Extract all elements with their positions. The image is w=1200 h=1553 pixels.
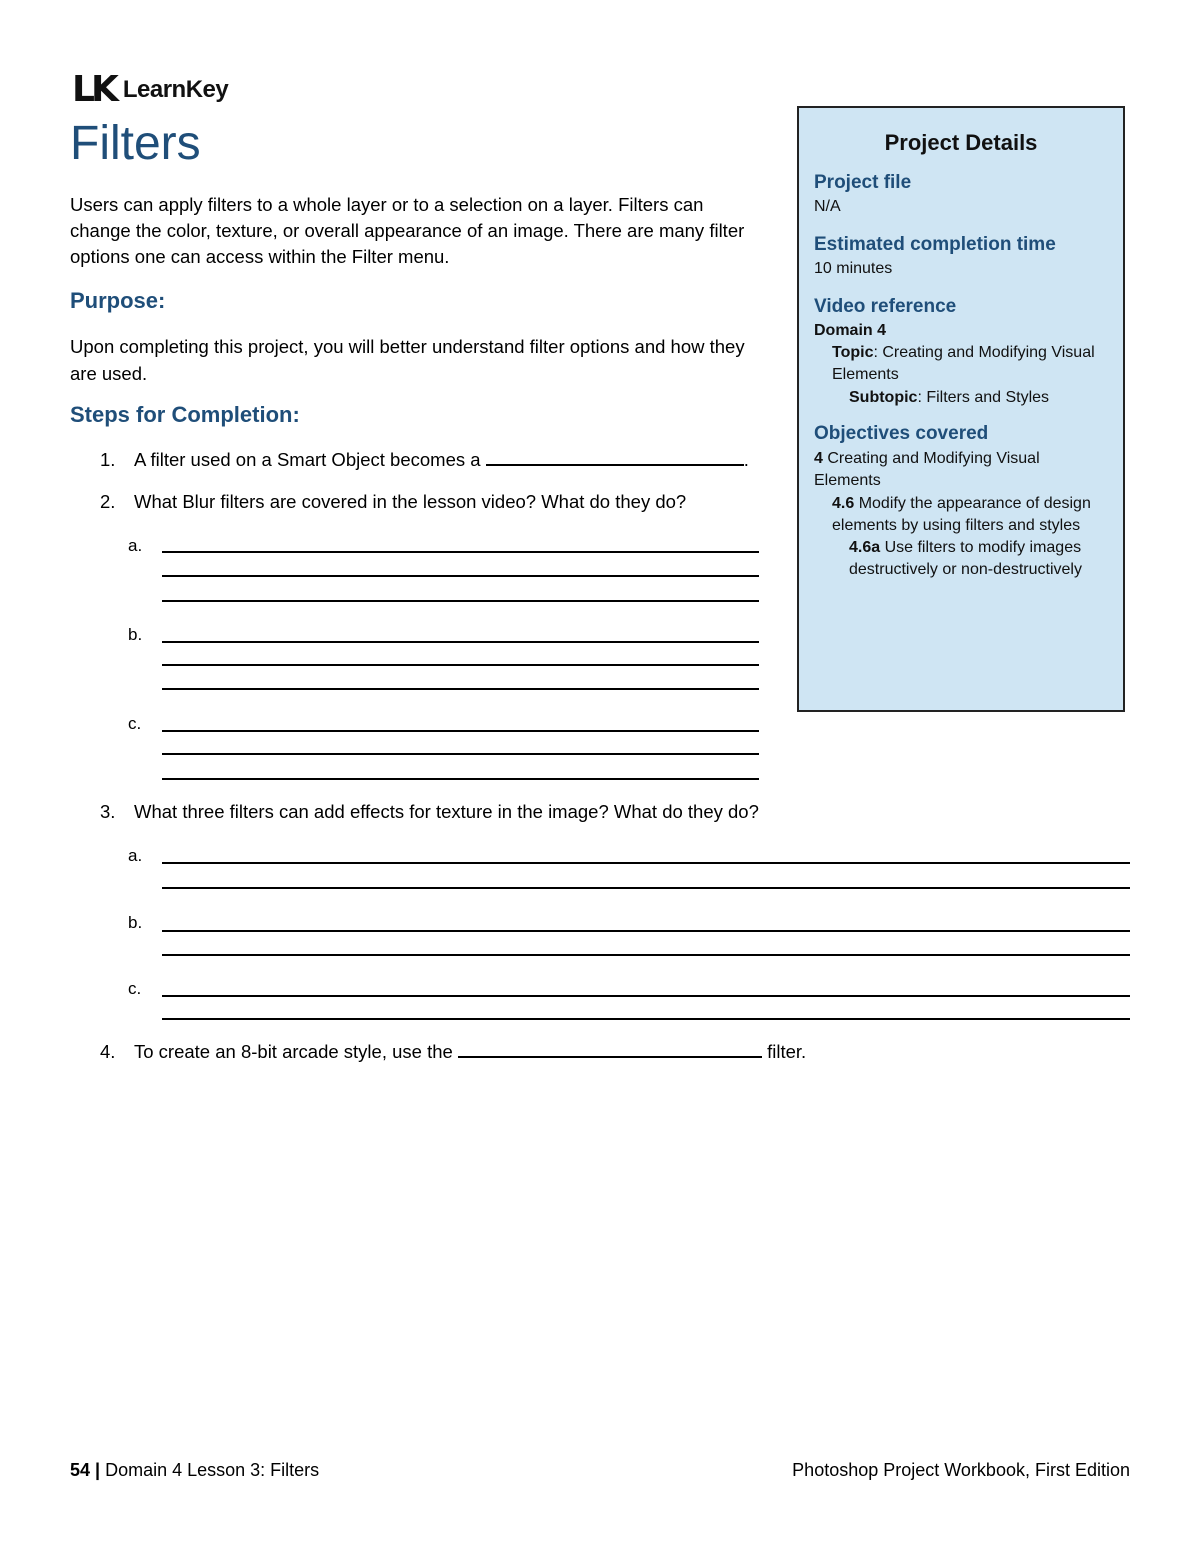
objectives-heading: Objectives covered <box>814 423 989 444</box>
step-3 <box>100 800 759 824</box>
answer-line[interactable] <box>162 930 1130 932</box>
subtopic-label: Subtopic <box>849 389 918 406</box>
step-text: A filter used on a Smart Object becomes a <box>134 449 481 470</box>
learnkey-logo <box>72 69 229 110</box>
sub-label-a: a. <box>128 846 143 865</box>
objective-number: 4.6a <box>849 539 881 556</box>
answer-line[interactable] <box>162 600 759 602</box>
project-details-panel <box>797 106 1125 712</box>
sub-label-a: a. <box>128 536 143 555</box>
answer-line[interactable] <box>162 688 759 690</box>
objective-text: Use filters to modify images destructively or non-destructively <box>849 539 1082 578</box>
footer-lesson: Domain 4 Lesson 3: Filters <box>105 1460 320 1480</box>
step-number: 4. <box>100 1041 116 1062</box>
video-topic <box>832 342 1117 386</box>
objective-number: 4.6 <box>832 495 855 512</box>
sub-label-c: c. <box>128 979 142 998</box>
step-4 <box>100 1040 806 1064</box>
answer-line[interactable] <box>162 954 1130 956</box>
answer-line[interactable] <box>162 1018 1130 1020</box>
purpose-text: Upon completing this project, you will better understand filter options and how they are used. <box>70 336 745 384</box>
objective-4 <box>814 448 1084 492</box>
page-title: Filters <box>70 117 201 170</box>
step-number: 3. <box>100 801 116 822</box>
step-text: What three filters can add effects for texture in the image? What do they do? <box>134 801 759 822</box>
answer-line[interactable] <box>162 753 759 755</box>
intro-paragraph: Users can apply filters to a whole layer or to a selection on a layer. Filters can change the color, texture, or overall appearance of an image. There are many filter options one can access within the Filter menu. <box>70 194 745 267</box>
answer-line[interactable] <box>162 862 1130 864</box>
objective-text: Creating and Modifying Visual Elements <box>814 450 1040 489</box>
sub-label-b: b. <box>128 625 143 644</box>
objective-number: 4 <box>814 450 823 467</box>
step-text: To create an 8-bit arcade style, use the <box>134 1041 453 1062</box>
step-suffix: filter. <box>767 1041 807 1062</box>
footer-left <box>70 1460 319 1481</box>
sub-label-c: c. <box>128 714 142 733</box>
objective-text: Modify the appearance of design elements by using filters and styles <box>832 495 1091 534</box>
topic-value: : Creating and Modifying Visual Elements <box>832 344 1095 383</box>
sub-label-b: b. <box>128 913 143 932</box>
answer-line[interactable] <box>162 551 759 553</box>
answer-line[interactable] <box>162 887 1130 889</box>
objective-4-6 <box>832 493 1117 537</box>
time-value: 10 minutes <box>814 260 893 277</box>
objective-4-6a <box>849 537 1109 581</box>
footer-right: Photoshop Project Workbook, First Edition <box>792 1460 1130 1480</box>
logo-mark: LK <box>72 69 115 110</box>
footer-separator: | <box>90 1460 106 1480</box>
page-number: 54 <box>70 1460 91 1480</box>
video-heading: Video reference <box>814 296 957 317</box>
step-suffix: . <box>743 449 749 470</box>
steps-heading: Steps for Completion: <box>70 402 300 427</box>
step-2 <box>100 490 686 514</box>
project-file-value: N/A <box>814 198 841 215</box>
project-file-heading: Project file <box>814 172 912 193</box>
logo-text: LearnKey <box>122 76 229 103</box>
topic-label: Topic <box>832 344 874 361</box>
time-heading: Estimated completion time <box>814 234 1056 255</box>
answer-line[interactable] <box>162 664 759 666</box>
video-subtopic <box>849 387 1119 409</box>
answer-line[interactable] <box>162 995 1130 997</box>
panel-title: Project Details <box>884 130 1038 155</box>
step-number: 1. <box>100 449 116 470</box>
subtopic-value: : Filters and Styles <box>917 389 1050 406</box>
answer-line[interactable] <box>162 575 759 577</box>
answer-line[interactable] <box>162 730 759 732</box>
step-number: 2. <box>100 491 116 512</box>
step-1 <box>100 448 749 472</box>
video-domain: Domain 4 <box>814 322 887 339</box>
answer-line[interactable] <box>162 778 759 780</box>
answer-line[interactable] <box>162 641 759 643</box>
purpose-heading: Purpose: <box>70 288 166 313</box>
step-text: What Blur filters are covered in the lesson video? What do they do? <box>134 491 687 512</box>
answer-blank[interactable] <box>486 448 744 466</box>
answer-blank[interactable] <box>458 1040 762 1058</box>
